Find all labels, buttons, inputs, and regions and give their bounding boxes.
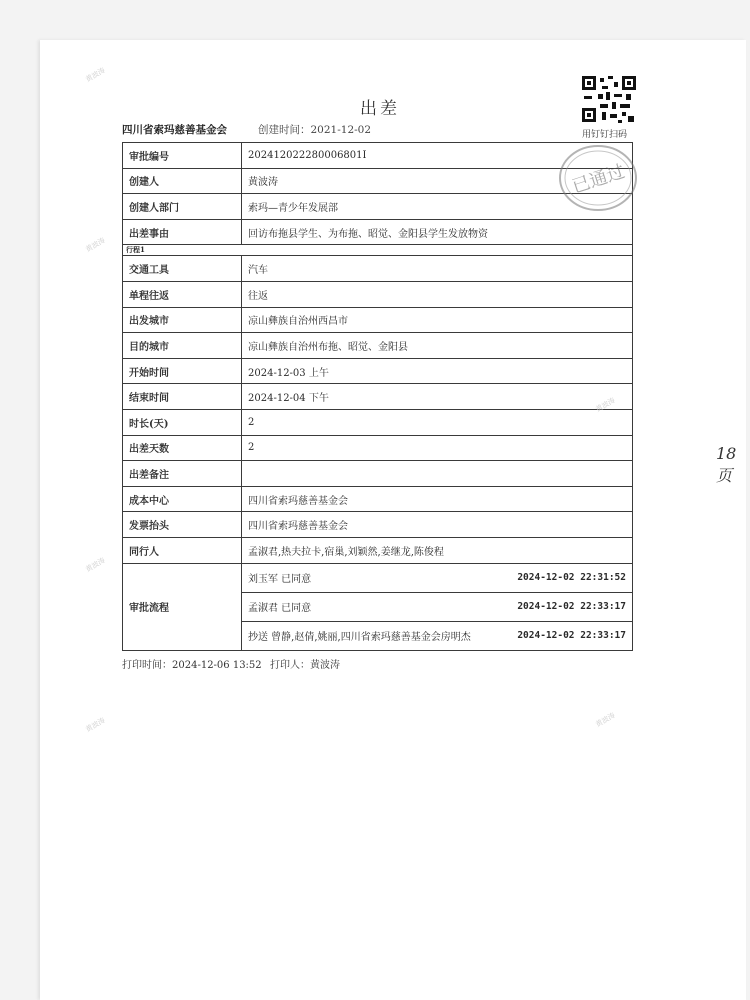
watermark: 黄波涛	[84, 236, 107, 254]
watermark: 黄波涛	[594, 396, 617, 414]
field-label: 审批编号	[123, 143, 242, 169]
field-label: 同行人	[123, 537, 242, 563]
field-value: 四川省索玛慈善基金会	[242, 512, 633, 538]
field-label: 创建人部门	[123, 194, 242, 220]
form-row	[123, 333, 633, 359]
field-value: 汽车	[242, 256, 633, 282]
form-row	[123, 143, 633, 169]
field-label: 单程往返	[123, 281, 242, 307]
print-time: 打印时间：2024-12-06 13:52	[122, 660, 262, 671]
qr-code-icon	[580, 76, 638, 124]
form-row	[123, 435, 633, 461]
watermark: 黄波涛	[84, 66, 107, 84]
form-row	[123, 256, 633, 282]
field-label: 出差事由	[123, 219, 242, 245]
field-value: 2	[242, 435, 633, 461]
form-row	[123, 281, 633, 307]
field-label: 交通工具	[123, 256, 242, 282]
approved-stamp	[557, 143, 639, 213]
field-value: 2	[242, 409, 633, 435]
form-row	[123, 409, 633, 435]
section-row	[123, 245, 633, 256]
approval-flow-label: 审批流程	[123, 563, 242, 650]
field-label: 出差天数	[123, 435, 242, 461]
qr-scan-label: 用钉钉扫码	[582, 130, 628, 140]
field-value: 黄波涛	[242, 168, 633, 194]
handwritten-page-note: 18页	[716, 444, 737, 485]
approval-form-table	[122, 142, 633, 651]
field-value: 四川省索玛慈善基金会	[242, 486, 633, 512]
approval-step	[242, 563, 633, 592]
form-row	[123, 461, 633, 487]
form-row	[123, 219, 633, 245]
approval-step-text: 刘玉军 已同意	[248, 574, 312, 585]
field-value: 202412022280006801I	[242, 143, 633, 169]
form-row	[123, 358, 633, 384]
organization-name: 四川省索玛慈善基金会	[122, 124, 227, 136]
field-value: 凉山彝族自治州西昌市	[242, 307, 633, 333]
form-row	[123, 194, 633, 220]
stamp-text: 已通过	[569, 161, 628, 198]
field-value: 回访布拖县学生、为布拖、昭觉、金阳县学生发放物资	[242, 219, 633, 245]
form-row	[123, 537, 633, 563]
field-value: 2024-12-03 上午	[242, 358, 633, 384]
created-time: 创建时间：2021-12-02	[258, 124, 372, 136]
document-title: 出差	[360, 99, 400, 119]
watermark: 黄波涛	[594, 711, 617, 729]
field-value: 索玛—青少年发展部	[242, 194, 633, 220]
field-value: 往返	[242, 281, 633, 307]
field-label: 出发城市	[123, 307, 242, 333]
watermark: 黄波涛	[84, 716, 107, 734]
form-row	[123, 168, 633, 194]
field-value: 2024-12-04 下午	[242, 384, 633, 410]
field-label: 出差备注	[123, 461, 242, 487]
form-row	[123, 486, 633, 512]
approval-step	[242, 621, 633, 650]
approval-step-time: 2024-12-02 22:33:17	[517, 630, 626, 641]
approval-flow-row	[123, 563, 633, 592]
approval-step	[242, 592, 633, 621]
form-row	[123, 512, 633, 538]
field-value	[242, 461, 633, 487]
form-row	[123, 307, 633, 333]
approval-step-time: 2024-12-02 22:31:52	[517, 572, 626, 583]
field-label: 创建人	[123, 168, 242, 194]
field-label: 发票抬头	[123, 512, 242, 538]
printer-name: 打印人：黄波涛	[270, 660, 340, 671]
field-label: 结束时间	[123, 384, 242, 410]
field-label: 时长(天)	[123, 409, 242, 435]
field-value: 凉山彝族自治州布拖、昭觉、金阳县	[242, 333, 633, 359]
approval-step-text: 孟淑君 已同意	[248, 603, 312, 614]
field-label: 开始时间	[123, 358, 242, 384]
approval-step-text: 抄送 曾静,赵倩,姚丽,四川省索玛慈善基金会房明杰	[248, 632, 471, 643]
field-label: 成本中心	[123, 486, 242, 512]
form-row	[123, 384, 633, 410]
field-value: 孟淑君,热夫拉卡,宿巢,刘颖然,姜继龙,陈俊程	[242, 537, 633, 563]
watermark: 黄波涛	[84, 556, 107, 574]
section-label: 行程1	[123, 245, 633, 256]
field-label: 目的城市	[123, 333, 242, 359]
approval-step-time: 2024-12-02 22:33:17	[517, 601, 626, 612]
